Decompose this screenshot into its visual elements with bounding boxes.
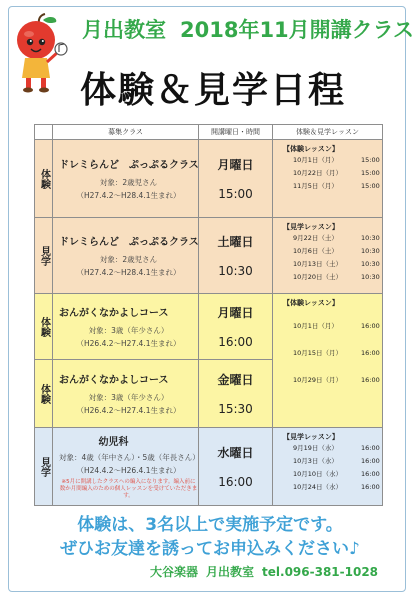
class-cell [53, 140, 199, 218]
store-name: 大谷楽器 [150, 565, 199, 579]
lesson-item: 10月22日（月） 15:00 [293, 169, 380, 177]
page-title: 体験＆見学日程 [80, 70, 347, 111]
class-note: ※5月に開講したクラスへの編入になります。編入前に数か月間編入のための個人レッスンを受けていただきます。 [59, 479, 198, 499]
start-time: 15:30 [218, 402, 253, 416]
class-age: （H26.4.2〜H27.4.1生まれ） [76, 406, 181, 415]
lesson-heading: 【体験レッスン】 [283, 145, 339, 153]
class-age: （H27.4.2〜H28.4.1生まれ） [76, 268, 181, 277]
header-lesson: 体験＆見学レッスン [273, 125, 383, 140]
start-time: 16:00 [218, 335, 253, 349]
header-blank [35, 125, 53, 140]
lesson-item: 10月20日（土） 10:30 [293, 273, 380, 281]
lesson-item: 10月1日（月） 16:00 [293, 322, 380, 330]
schedule-table [34, 124, 383, 506]
table-row [35, 218, 383, 294]
class-target: 対象：2歳児さん [99, 178, 158, 187]
class-age: （H24.4.2〜H26.4.1生まれ） [76, 466, 181, 475]
table-row [35, 140, 383, 218]
weekday: 土曜日 [217, 235, 254, 249]
lesson-cell [273, 140, 383, 218]
lesson-item: 10月6日（土） 10:30 [293, 247, 380, 255]
header-day-time: 開講曜日・時間 [199, 125, 273, 140]
weekday: 水曜日 [217, 446, 254, 460]
class-target: 対象：4歳（年中さん）・5歳（年長さん） [59, 453, 200, 462]
table-row [35, 294, 383, 360]
lesson-item: 10月24日（水） 16:00 [293, 483, 380, 491]
class-name: 幼児科 [98, 437, 129, 448]
class-cell [53, 428, 199, 506]
class-target: 対象：2歳児さん [99, 255, 158, 264]
lesson-item: 9月22日（土） 10:30 [293, 234, 380, 242]
class-period: 2018年11月開講クラス [180, 18, 415, 42]
day-cell [199, 360, 273, 428]
class-name: ドレミらんど ぷっぷるクラス [59, 237, 199, 248]
contact-line [150, 563, 400, 580]
weekday: 月曜日 [217, 158, 254, 172]
row-type: 見学 [35, 218, 53, 294]
apple-mascot-icon [12, 12, 70, 96]
class-name: ドレミらんど ぷっぷるクラス [59, 160, 199, 171]
lesson-cell [273, 428, 383, 506]
lesson-cell [273, 294, 383, 428]
lesson-heading: 【見学レッスン】 [283, 223, 339, 231]
class-name: おんがくなかよしコース [59, 308, 169, 319]
lesson-item: 10月29日（月） 16:00 [293, 376, 380, 384]
class-name: おんがくなかよしコース [59, 375, 169, 386]
lesson-item: 10月13日（土） 10:30 [293, 260, 380, 268]
lesson-heading: 【体験レッスン】 [283, 299, 339, 307]
class-target: 対象：3歳（年少さん） [88, 393, 169, 402]
row-type: 見学 [35, 428, 53, 506]
class-cell [53, 360, 199, 428]
footer-school: 月出教室 [206, 565, 255, 579]
weekday: 金曜日 [217, 373, 254, 387]
school-name: 月出教室 [82, 18, 166, 42]
weekday: 月曜日 [217, 306, 254, 320]
start-time: 16:00 [218, 475, 253, 489]
table-row [35, 428, 383, 506]
class-cell [53, 218, 199, 294]
lesson-heading: 【見学レッスン】 [283, 433, 339, 441]
header-subtitle [82, 14, 415, 44]
lesson-item: 11月5日（月） 15:00 [293, 182, 380, 190]
lesson-item: 10月15日（月） 16:00 [293, 349, 380, 357]
class-age: （H27.4.2〜H28.4.1生まれ） [76, 191, 181, 200]
footer-invite: ぜひお友達を誘ってお申込みください♪ [60, 539, 360, 559]
lesson-item: 10月1日（月） 15:00 [293, 156, 380, 164]
day-cell [199, 218, 273, 294]
day-cell [199, 294, 273, 360]
row-type: 体験 [35, 360, 53, 428]
lesson-item: 9月19日（水） 16:00 [293, 444, 380, 452]
day-cell [199, 140, 273, 218]
header-class: 募集クラス [53, 125, 199, 140]
row-type: 体験 [35, 140, 53, 218]
start-time: 10:30 [218, 264, 253, 278]
class-target: 対象：3歳（年少さん） [88, 326, 169, 335]
row-type: 体験 [35, 294, 53, 360]
class-age: （H26.4.2〜H27.4.1生まれ） [76, 339, 181, 348]
lesson-item: 10月3日（水） 16:00 [293, 457, 380, 465]
lesson-item: 10月10日（水） 16:00 [293, 470, 380, 478]
day-cell [199, 428, 273, 506]
start-time: 15:00 [218, 187, 253, 201]
phone-number[interactable]: tel.096-381-1028 [262, 565, 379, 579]
footer-notice: 体験は、3名以上で実施予定です。 [77, 515, 343, 535]
lesson-cell [273, 218, 383, 294]
class-cell [53, 294, 199, 360]
table-header-row [35, 125, 383, 140]
